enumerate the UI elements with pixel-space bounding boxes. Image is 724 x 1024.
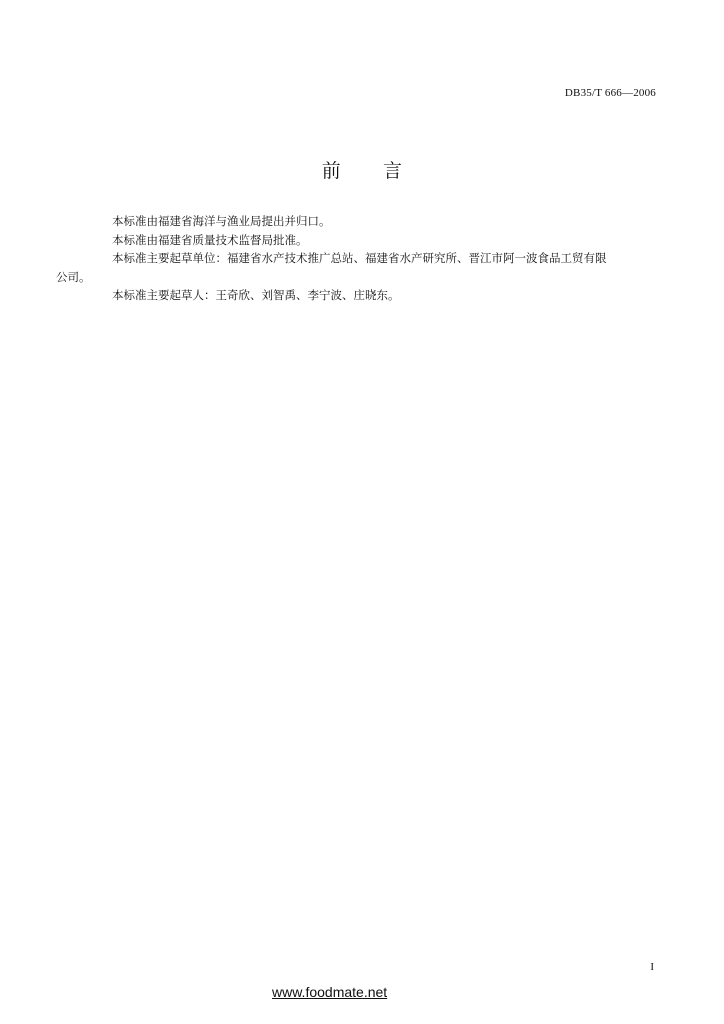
foreword-body [56, 212, 662, 305]
section-title [0, 156, 724, 183]
paragraph-drafting-units [56, 249, 662, 286]
document-code: DB35/T 666—2006 [564, 87, 656, 99]
page-number: I [650, 961, 654, 973]
drafting-units-line-1: 本标准主要起草单位：福建省水产技术推广总站、福建省水产研究所、晋江市阿一波食品工贸有限 [112, 251, 607, 266]
paragraph-proposer: 本标准由福建省海洋与渔业局提出并归口。 [112, 214, 331, 228]
drafting-units-line-2: 公司。 [56, 269, 91, 284]
title-char-2: 言 [383, 160, 403, 182]
paragraph-drafters: 本标准主要起草人：王奇欣、刘智禹、李宁波、庄晓东。 [112, 288, 400, 303]
title-char-1: 前 [321, 160, 341, 182]
paragraph-approver: 本标准由福建省质量技术监督局批准。 [112, 232, 308, 247]
footer-website-link[interactable]: www.foodmate.net [272, 984, 388, 1000]
